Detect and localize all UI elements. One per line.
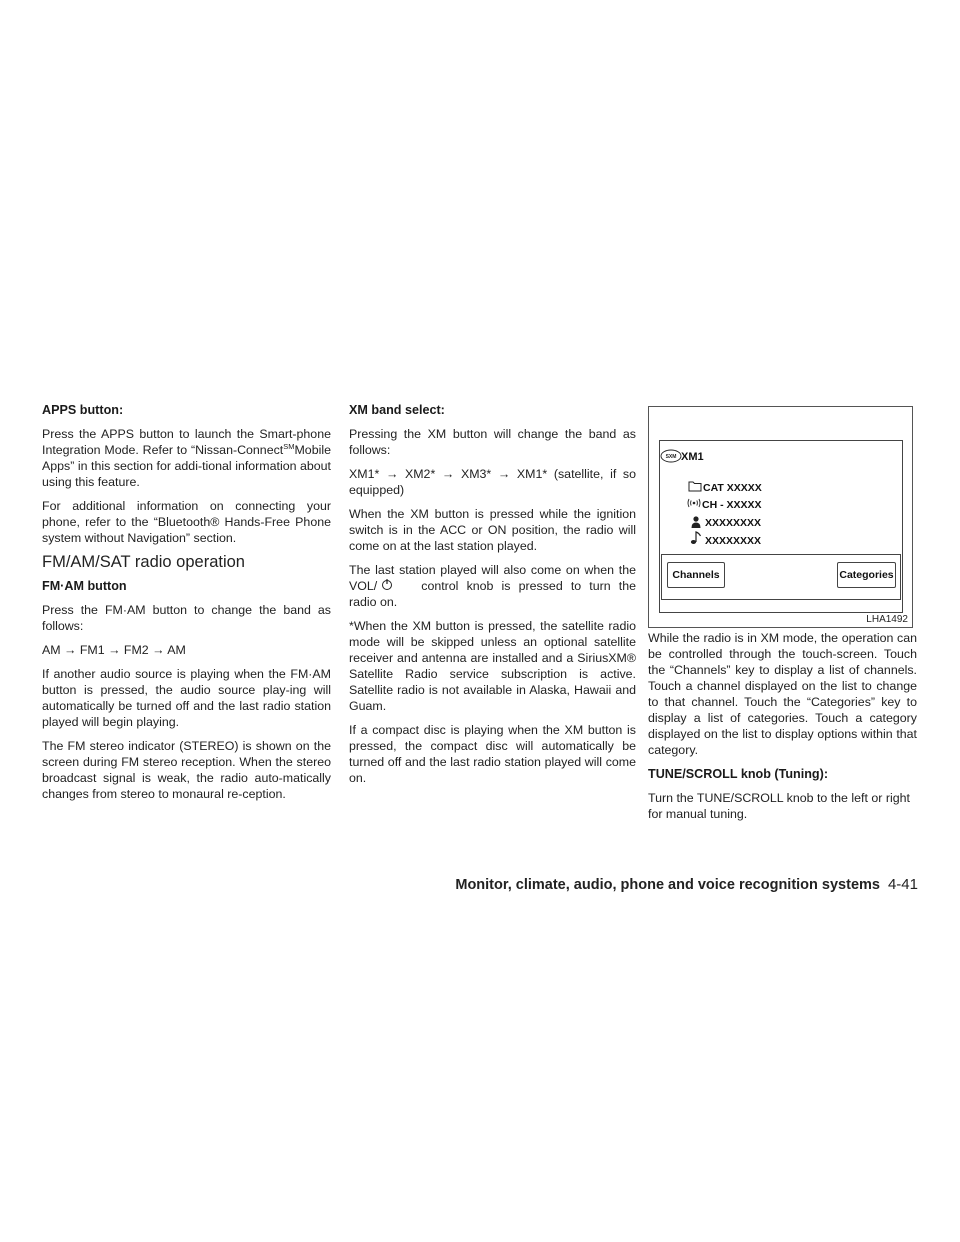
xm-paragraph-2: When the XM button is pressed while the ignition switch is in the ACC or ON position, the radio will come on at the last station played. xyxy=(349,507,636,553)
music-note-icon xyxy=(690,531,702,545)
fmam-sequence: AM → FM1 → FM2 → AM xyxy=(42,643,186,657)
folder-icon xyxy=(688,480,702,492)
xm-sequence: XM1* → XM2* → XM3* → XM1* (satellite, if so equipped) xyxy=(349,467,636,497)
apps-paragraph-1: Press the APPS button to launch the Smart-phone Integration Mode. Refer to “Nissan-Connect℠Mobile Apps” in this section for addi-tional information about using this feature. xyxy=(42,427,331,489)
fmam-heading: FM·AM button xyxy=(42,579,127,593)
xm-display-screen xyxy=(659,440,903,613)
fmam-paragraph-1: Press the FM·AM button to change the band as follows: xyxy=(42,603,331,633)
svg-text:SXM: SXM xyxy=(665,454,677,460)
song-text: XXXXXXXX xyxy=(705,535,762,547)
power-icon xyxy=(377,578,421,592)
category-text: CAT XXXXX xyxy=(703,482,762,494)
sxm-logo-icon xyxy=(660,449,682,463)
middle-column xyxy=(349,402,636,794)
tune-paragraph: Turn the TUNE/SCROLL knob to the left or right for manual tuning. xyxy=(648,791,910,821)
page-footer xyxy=(452,876,918,900)
band-label: XM1 xyxy=(681,451,704,463)
antenna-icon xyxy=(686,497,702,509)
left-column xyxy=(42,402,331,810)
section-heading: FM/AM/SAT radio operation xyxy=(42,553,245,571)
artist-text: XXXXXXXX xyxy=(705,517,762,529)
apps-heading: APPS button: xyxy=(42,403,124,417)
xm-paragraph-4: *When the XM button is pressed, the satellite radio mode will be skipped unless an optional satellite receiver and antenna are installed and a SiriusXM® Satellite Radio service subscription is active. Satellite radio is not available in Alaska, Hawaii and Guam. xyxy=(349,619,636,713)
xm-paragraph-1: Pressing the XM button will change the band as follows: xyxy=(349,427,636,457)
key-bar xyxy=(661,554,901,600)
figure-id: LHA1492 xyxy=(866,614,908,625)
apps-paragraph-2: For additional information on connecting your phone, refer to the “Bluetooth® Hands-Free Phone system without Navigation” section. xyxy=(42,499,331,545)
xm-paragraph-3: The last station played will also come on when the VOL/ control knob is pressed to turn the radio on. xyxy=(349,563,636,609)
xm-heading: XM band select: xyxy=(349,403,445,417)
right-column xyxy=(648,630,917,830)
xm-screen-figure xyxy=(648,406,913,628)
xm-mode-paragraph: While the radio is in XM mode, the operation can be controlled through the touch-screen. Touch the “Channels” key to display a list of channels. Touch a channel displayed on the list to change to that channel. Touch the “Categories” key to display a list of categories. Touch a category displayed on the list to display options within that category. xyxy=(648,631,917,757)
channels-key[interactable]: Channels xyxy=(667,562,725,588)
categories-key[interactable]: Categories xyxy=(837,562,896,588)
channel-text: CH - XXXXX xyxy=(702,499,762,511)
person-icon xyxy=(691,516,701,528)
fmam-paragraph-3: The FM stereo indicator (STEREO) is shown on the screen during FM stereo reception. When the stereo broadcast signal is weak, the radio auto-matically changes from stereo to monaural re-ception. xyxy=(42,739,331,801)
footer-title: Monitor, climate, audio, phone and voice recognition systems xyxy=(455,877,880,893)
fmam-paragraph-2: If another audio source is playing when the FM·AM button is pressed, the audio source play-ing will automatically be turned off and the last radio station played will begin playing. xyxy=(42,667,331,729)
tune-heading: TUNE/SCROLL knob (Tuning): xyxy=(648,767,829,781)
page-number: 4-41 xyxy=(887,876,918,893)
xm-paragraph-5: If a compact disc is playing when the XM button is pressed, the compact disc will automatically be turned off and the last radio station played will come on. xyxy=(349,723,636,785)
